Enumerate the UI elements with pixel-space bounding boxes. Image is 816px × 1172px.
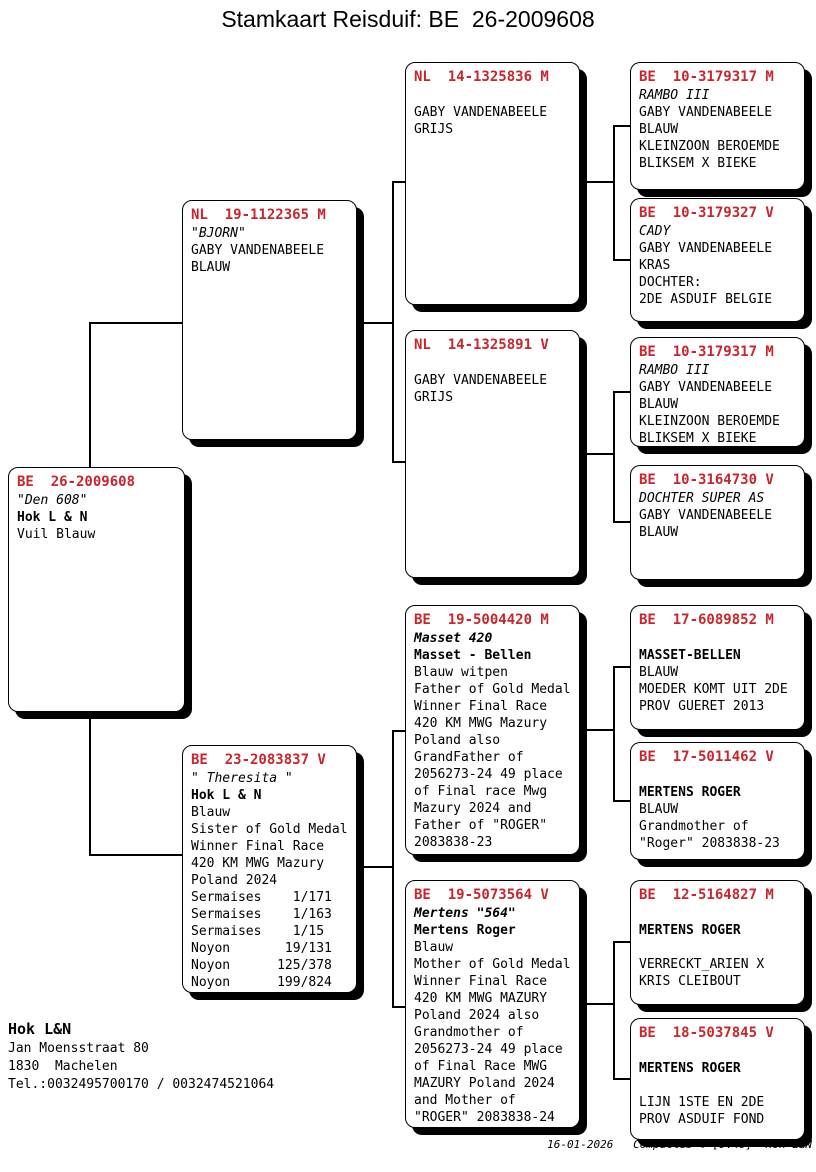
pedigree-text-line: of Final Race MWG [414, 1059, 548, 1074]
pedigree-text-line: RAMBO III [639, 88, 710, 103]
pedigree-box-subject [8, 467, 185, 712]
pedigree-text-line: 420 KM MWG Mazury [414, 716, 548, 731]
pedigree-text-line: Mertens "564" [414, 906, 516, 921]
ring-number: BE 17-6089852 M [639, 612, 774, 628]
pedigree-text-line: Father of Gold Medal [414, 682, 571, 697]
pedigree-text-line: "Den 608" [17, 493, 88, 508]
pedigree-text-line: GABY VANDENABEELE [191, 243, 325, 258]
pedigree-text-line: BLAUW [639, 802, 679, 817]
pedigree-text-line: Mazury 2024 and [414, 801, 532, 816]
pedigree-text-line: " Theresita " [191, 771, 293, 786]
pedigree-text-line: DOCHTER: [639, 275, 702, 290]
pedigree-text-line: GABY VANDENABEELE [639, 241, 773, 256]
ring-number: BE 10-3164730 V [639, 472, 774, 488]
connector-line [357, 866, 393, 868]
pedigree-text-line: GRIJS [414, 390, 454, 405]
pedigree-text-line [639, 1043, 796, 1060]
pedigree-text-line [639, 905, 796, 922]
pedigree-box-great-grandparent-5 [630, 605, 805, 730]
connector-line [613, 941, 631, 943]
connector-line [580, 181, 614, 183]
pedigree-text-line: DOCHTER SUPER AS [639, 491, 765, 506]
pedigree-text-line: Hok L & N [191, 788, 262, 803]
pedigree-text-line: GRIJS [414, 122, 454, 137]
connector-line [392, 182, 394, 463]
connector-line [613, 259, 631, 261]
pedigree-text-line: Mertens Roger [414, 923, 516, 938]
pedigree-text-line: Poland also [414, 733, 501, 748]
page-title: Stamkaart Reisduif: BE 26-2009608 [221, 6, 595, 32]
connector-line [613, 942, 615, 1080]
pedigree-box-great-grandparent-4 [630, 465, 805, 580]
pedigree-text-line: "Roger" 2083838-23 [639, 836, 780, 851]
pedigree-text-line: BLAUW [639, 665, 679, 680]
pedigree-text-line: Poland 2024 also [414, 1008, 540, 1023]
pedigree-text-line: MAZURY Poland 2024 [414, 1076, 555, 1091]
ring-number: BE 19-5004420 M [414, 612, 549, 628]
pedigree-box-dam [182, 745, 357, 993]
pedigree-text-line: GABY VANDENABEELE [639, 380, 773, 395]
loft-address-line1: Jan Moensstraat 80 [8, 1041, 149, 1056]
connector-line [392, 730, 406, 732]
connector-line [392, 731, 394, 1008]
pedigree-text-line [414, 87, 571, 104]
pedigree-text-line: KRAS [639, 258, 671, 273]
pedigree-text-line: PROV ASDUIF FOND [639, 1112, 765, 1127]
connector-line [613, 126, 615, 261]
connector-line [613, 521, 631, 523]
connector-line [89, 854, 183, 856]
connector-line [613, 667, 615, 802]
loft-name: Hok L&N [8, 1020, 72, 1038]
connector-line [357, 322, 393, 324]
connector-line [613, 1078, 631, 1080]
pedigree-text-line: VERRECKT_ARIEN X [639, 957, 765, 972]
pedigree-text-line: Blauw [414, 940, 454, 955]
pedigree-text-line: KLEINZOON BEROEMDE [639, 139, 780, 154]
pedigree-text-line: Father of "ROGER" [414, 818, 548, 833]
pedigree-text-line: BLAUW [639, 397, 679, 412]
pedigree-text-line: Masset 420 [414, 631, 493, 646]
ring-number: NL 14-1325891 V [414, 337, 549, 353]
connector-line [89, 322, 183, 324]
pedigree-text-line: Vuil Blauw [17, 527, 96, 542]
connector-line [580, 453, 614, 455]
pedigree-text-line: Hok L & N [17, 510, 88, 525]
connector-line [580, 729, 614, 731]
pedigree-text-line: 2083838-23 [414, 835, 493, 850]
connector-line [613, 392, 615, 523]
pedigree-text-line: Winner Final Race [414, 974, 548, 989]
pedigree-text-line: BLAUW [639, 122, 679, 137]
ring-number: BE 10-3179317 M [639, 69, 774, 85]
pedigree-box-great-grandparent-6 [630, 742, 805, 860]
pedigree-text-line: Sermaises 1/15 [191, 924, 325, 939]
pedigree-box-great-grandparent-2 [630, 198, 805, 322]
ring-number: BE 10-3179317 M [639, 344, 774, 360]
pedigree-text-line: MERTENS ROGER [639, 923, 741, 938]
pedigree-text-line: Sister of Gold Medal [191, 822, 348, 837]
pedigree-text-line: MOEDER KOMT UIT 2DE [639, 682, 788, 697]
pedigree-text-line: KRIS CLEIBOUT [639, 974, 741, 989]
pedigree-text-line: Grandmother of [414, 1025, 524, 1040]
pedigree-text-line: Mother of Gold Medal [414, 957, 571, 972]
connector-line [613, 666, 631, 668]
pedigree-text-line: 420 KM MWG MAZURY [414, 991, 548, 1006]
pedigree-text-line: GABY VANDENABEELE [414, 105, 548, 120]
connector-line [613, 391, 631, 393]
pedigree-text-line: and Mother of [414, 1093, 516, 1108]
pedigree-text-line: Noyon 19/131 [191, 941, 332, 956]
pedigree-box-great-grandparent-3 [630, 337, 805, 447]
pedigree-text-line [639, 1077, 796, 1094]
pedigree-text-line: Blauw [191, 805, 231, 820]
pedigree-box-great-grandparent-8 [630, 1018, 805, 1140]
pedigree-text-line: GABY VANDENABEELE [639, 508, 773, 523]
pedigree-text-line: "ROGER" 2083838-24 [414, 1110, 555, 1125]
ring-number: BE 10-3179327 V [639, 205, 774, 221]
pedigree-text-line: Sermaises 1/163 [191, 907, 332, 922]
pedigree-box-sire [182, 200, 357, 440]
ring-number: NL 19-1122365 M [191, 207, 326, 223]
ring-number: BE 26-2009608 [17, 474, 136, 490]
ring-number: BE 19-5073564 V [414, 887, 549, 903]
ring-number: BE 23-2083837 V [191, 752, 326, 768]
pedigree-text-line: Masset - Bellen [414, 648, 532, 663]
pedigree-text-line: 2DE ASDUIF BELGIE [639, 292, 773, 307]
pedigree-text-line: BLAUW [639, 525, 679, 540]
loft-phone: Tel.:0032495700170 / 0032474521064 [8, 1077, 275, 1092]
pedigree-text-line: of Final race Mwg [414, 784, 548, 799]
pedigree-text-line: BLIKSEM X BIEKE [639, 431, 757, 446]
pedigree-text-line [414, 355, 571, 372]
pedigree-text-line: MERTENS ROGER [639, 1061, 741, 1076]
pedigree-text-line: Noyon 199/824 [191, 975, 332, 990]
pedigree-text-line: GrandFather of [414, 750, 524, 765]
pedigree-text-line: LIJN 1STE EN 2DE [639, 1095, 765, 1110]
ring-number: BE 17-5011462 V [639, 749, 774, 765]
pedigree-text-line: MERTENS ROGER [639, 785, 741, 800]
pedigree-text-line: BLAUW [191, 260, 231, 275]
connector-line [613, 800, 631, 802]
pedigree-box-paternal-granddam [405, 330, 580, 578]
pedigree-text-line: CADY [639, 224, 671, 239]
pedigree-text-line: GABY VANDENABEELE [414, 373, 548, 388]
pedigree-text-line: Winner Final Race [414, 699, 548, 714]
pedigree-text-line [639, 630, 796, 647]
pedigree-box-great-grandparent-7 [630, 880, 805, 1005]
pedigree-box-great-grandparent-1 [630, 62, 805, 190]
pedigree-box-paternal-grandsire [405, 62, 580, 305]
pedigree-box-maternal-granddam [405, 880, 580, 1128]
ring-number: BE 12-5164827 M [639, 887, 774, 903]
print-credit: 16-01-2026 Compuclub © [9.48] Hok L&N [547, 1138, 812, 1151]
connector-line [392, 1006, 406, 1008]
pedigree-text-line: Sermaises 1/171 [191, 890, 332, 905]
pedigree-text-line: 2056273-24 49 place [414, 767, 563, 782]
pedigree-text-line: MASSET-BELLEN [639, 648, 741, 663]
pedigree-text-line: Blauw witpen [414, 665, 508, 680]
pedigree-text-line: RAMBO III [639, 363, 710, 378]
pedigree-text-line: Grandmother of [639, 819, 749, 834]
pedigree-text-line: Winner Final Race [191, 839, 325, 854]
ring-number: NL 14-1325836 M [414, 69, 549, 85]
ring-number: BE 18-5037845 V [639, 1025, 774, 1041]
connector-line [392, 181, 406, 183]
pedigree-text-line: 420 KM MWG Mazury [191, 856, 325, 871]
pedigree-text-line: "BJORN" [191, 226, 246, 241]
pedigree-text-line [639, 767, 796, 784]
pedigree-text-line: Poland 2024 [191, 873, 278, 888]
pedigree-text-line: 2056273-24 49 place [414, 1042, 563, 1057]
loft-address-line2: 1830 Machelen [8, 1059, 118, 1074]
pedigree-text-line: PROV GUERET 2013 [639, 699, 765, 714]
pedigree-text-line: BLIKSEM X BIEKE [639, 156, 757, 171]
pedigree-text-line [639, 939, 796, 956]
pedigree-box-maternal-grandsire [405, 605, 580, 855]
pedigree-text-line: KLEINZOON BEROEMDE [639, 414, 780, 429]
loft-contact-block [8, 1018, 274, 1094]
pedigree-text-line: Noyon 125/378 [191, 958, 332, 973]
connector-line [580, 1003, 614, 1005]
connector-line [392, 461, 406, 463]
pedigree-text-line: GABY VANDENABEELE [639, 105, 773, 120]
connector-line [613, 125, 631, 127]
